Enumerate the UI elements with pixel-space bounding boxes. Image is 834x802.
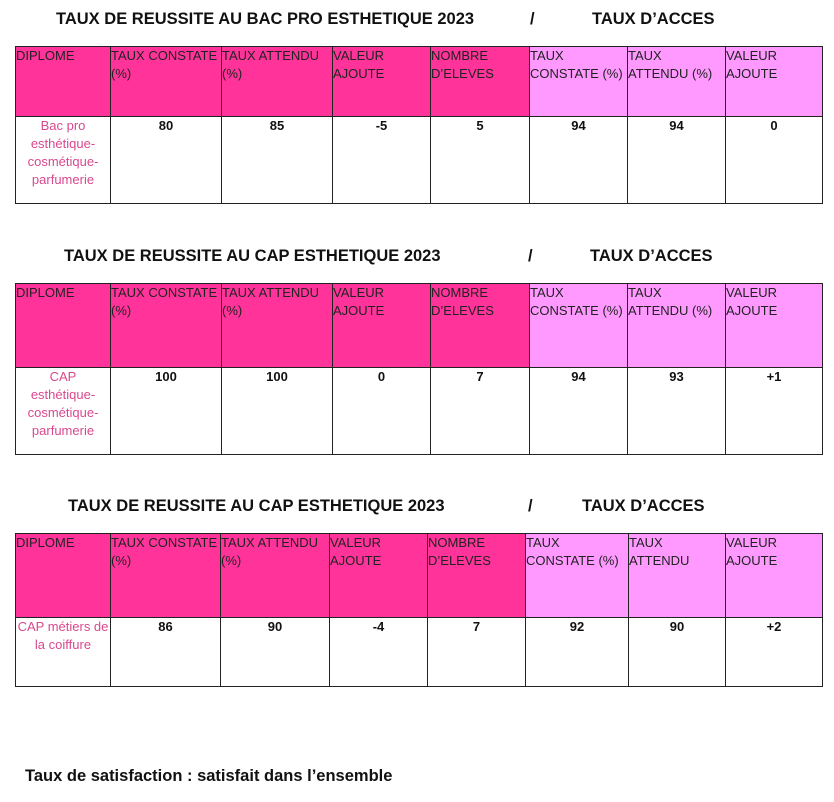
header-valeur-ajoute: VALEUR AJOUTE: [330, 534, 428, 618]
header-acces-taux-attendu: TAUX ATTENDU (%): [628, 284, 726, 368]
header-taux-attendu: TAUX ATTENDU (%): [221, 534, 330, 618]
cell-acces-taux-constate: 94: [530, 117, 628, 204]
table-header-row: [16, 534, 823, 618]
cell-acces-valeur-ajoute: +1: [726, 368, 823, 455]
cell-valeur-ajoute: -5: [333, 117, 431, 204]
section-1-table: [15, 46, 823, 204]
header-nombre-eleves: NOMBRE D’ELEVES: [428, 534, 526, 618]
header-taux-attendu: TAUX ATTENDU (%): [222, 47, 333, 117]
table-row: [16, 368, 823, 455]
header-diplome: DIPLOME: [16, 47, 111, 117]
section-2-table: [15, 283, 823, 455]
cell-acces-taux-attendu: 93: [628, 368, 726, 455]
cell-diplome: CAP métiers de la coiffure: [16, 618, 111, 687]
section-3-title-separator: /: [528, 497, 533, 515]
section-3-table: [15, 533, 823, 687]
header-acces-valeur-ajoute: VALEUR AJOUTE: [726, 534, 823, 618]
header-taux-constate: TAUX CONSTATE (%): [111, 47, 222, 117]
header-acces-valeur-ajoute: VALEUR AJOUTE: [726, 47, 823, 117]
satisfaction-line: [25, 767, 392, 786]
table-row: [16, 117, 823, 204]
cell-taux-attendu: 100: [222, 368, 333, 455]
cell-acces-taux-attendu: 94: [628, 117, 726, 204]
header-taux-attendu: TAUX ATTENDU (%): [222, 284, 333, 368]
cell-taux-constate: 86: [111, 618, 221, 687]
cell-valeur-ajoute: 0: [333, 368, 431, 455]
header-acces-valeur-ajoute: VALEUR AJOUTE: [726, 284, 823, 368]
header-acces-taux-constate: TAUX CONSTATE (%): [530, 47, 628, 117]
header-acces-taux-constate: TAUX CONSTATE (%): [526, 534, 629, 618]
header-nombre-eleves: NOMBRE D’ELEVES: [431, 47, 530, 117]
header-diplome: DIPLOME: [16, 284, 111, 368]
section-2-title-right: TAUX D’ACCES: [590, 247, 713, 265]
cell-nombre-eleves: 5: [431, 117, 530, 204]
header-acces-taux-constate: TAUX CONSTATE (%): [530, 284, 628, 368]
table-header-row: [16, 47, 823, 117]
cell-taux-attendu: 85: [222, 117, 333, 204]
header-nombre-eleves: NOMBRE D’ELEVES: [431, 284, 530, 368]
cell-valeur-ajoute: -4: [330, 618, 428, 687]
cell-acces-valeur-ajoute: +2: [726, 618, 823, 687]
header-valeur-ajoute: VALEUR AJOUTE: [333, 284, 431, 368]
cell-taux-attendu: 90: [221, 618, 330, 687]
section-1-title-separator: /: [530, 10, 535, 28]
cell-nombre-eleves: 7: [428, 618, 526, 687]
section-1-title-left: TAUX DE REUSSITE AU BAC PRO ESTHETIQUE 2023: [56, 10, 475, 28]
section-1-title-right: TAUX D’ACCES: [592, 10, 715, 28]
header-acces-taux-attendu: TAUX ATTENDU: [629, 534, 726, 618]
cell-acces-taux-constate: 94: [530, 368, 628, 455]
header-taux-constate: TAUX CONSTATE (%): [111, 284, 222, 368]
cell-nombre-eleves: 7: [431, 368, 530, 455]
header-diplome: DIPLOME: [16, 534, 111, 618]
table-header-row: [16, 284, 823, 368]
section-2-title-separator: /: [528, 247, 533, 265]
satisfaction-value: satisfait dans l’ensemble: [197, 767, 393, 785]
header-valeur-ajoute: VALEUR AJOUTE: [333, 47, 431, 117]
table-row: [16, 618, 823, 687]
section-3-title-left: TAUX DE REUSSITE AU CAP ESTHETIQUE 2023: [68, 497, 445, 515]
cell-acces-taux-attendu: 90: [629, 618, 726, 687]
cell-diplome: CAP esthétique-cosmétique-parfumerie: [16, 368, 111, 455]
satisfaction-label: Taux de satisfaction :: [25, 767, 193, 785]
header-taux-constate: TAUX CONSTATE (%): [111, 534, 221, 618]
cell-acces-taux-constate: 92: [526, 618, 629, 687]
section-3-title-right: TAUX D’ACCES: [582, 497, 705, 515]
cell-taux-constate: 100: [111, 368, 222, 455]
section-2-title-left: TAUX DE REUSSITE AU CAP ESTHETIQUE 2023: [64, 247, 441, 265]
cell-diplome: Bac pro esthétique-cosmétique-parfumerie: [16, 117, 111, 204]
cell-acces-valeur-ajoute: 0: [726, 117, 823, 204]
header-acces-taux-attendu: TAUX ATTENDU (%): [628, 47, 726, 117]
cell-taux-constate: 80: [111, 117, 222, 204]
